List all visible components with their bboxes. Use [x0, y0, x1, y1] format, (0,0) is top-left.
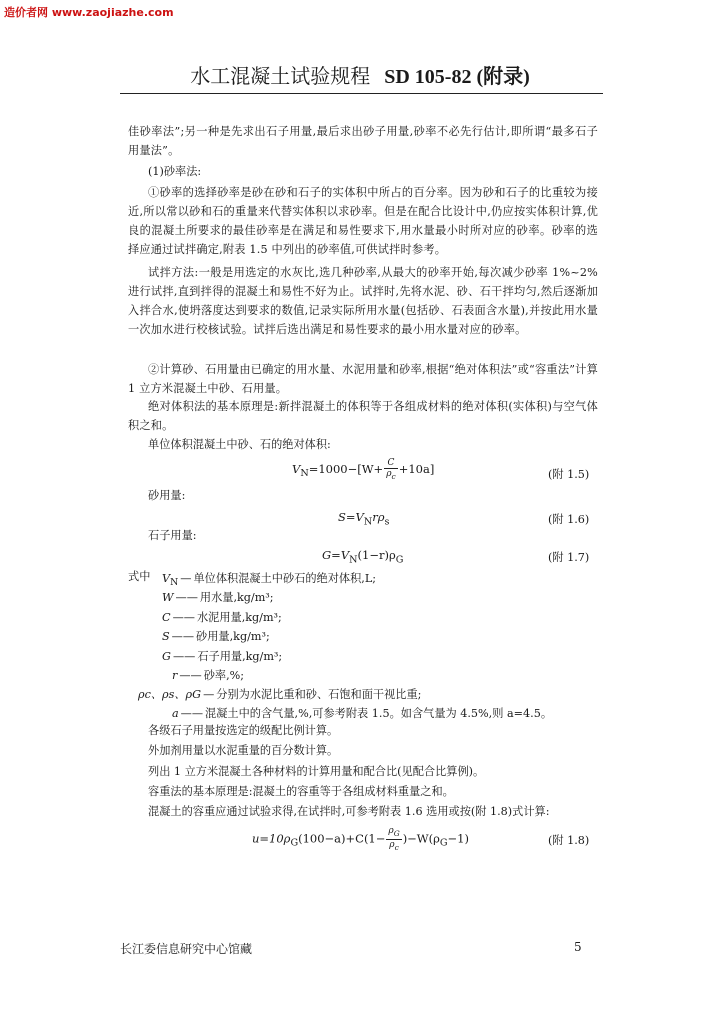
variable-symbol: a: [172, 707, 179, 720]
eq18-a: u=10ρ: [252, 831, 291, 846]
eq18-den-sub: c: [394, 842, 399, 852]
eq18-den-rho: ρ: [389, 839, 395, 850]
paragraph-1: 佳砂率法”;另一种是先求出石子用量,最后求出砂子用量,砂率不必先行估计,即所谓“最多石子用量法”。: [128, 125, 598, 157]
eq17-sub: N: [349, 554, 358, 566]
page-number: 5: [574, 940, 582, 954]
variable-symbol: S: [162, 630, 170, 643]
paragraph-5: ②计算砂、石用量由已确定的用水量、水泥用量和砂率,根据“绝对体积法”或“容重法”计算 1 立方米混凝土中砂、石用量。: [128, 363, 598, 395]
eq17-rest-sub: G: [395, 554, 404, 566]
eq16-text: S=V: [338, 510, 364, 524]
eq17-text: G=V: [322, 548, 350, 562]
variable-row: [138, 686, 421, 704]
eq15-sub: N: [300, 468, 309, 480]
variable-row: [172, 667, 244, 685]
variable-dash: ——: [180, 707, 204, 720]
paragraph-3: ①砂率的选择砂率是砂在砂和石子的实体积中所占的百分率。因为砂和石子的比重较为接近,所以常以砂和石的重量来代替实体积以求砂率。但是在配合比设计中,仍应按实体积计算,优良的混凝土所要求的最佳砂率是在满足和易性要求下,用水量最小时所对应的砂率。砂率的选择应通过试拌确定,附表 1.5 中列出的砂率值,可供试拌时参考。: [128, 186, 598, 256]
variable-row: [172, 705, 552, 723]
variable-symbol: W: [162, 591, 174, 604]
variable-dash: ——: [172, 650, 196, 663]
variable-dash: ——: [179, 669, 202, 682]
variable-description: 水泥用量,kg/m³;: [196, 611, 282, 624]
variable-dash: —: [180, 572, 192, 585]
eq18-b: (100−a)+C(1−: [298, 831, 386, 846]
site-label: 造价者网 www.zaojiazhe.com: [4, 6, 174, 19]
variable-symbol: r: [172, 669, 178, 682]
equation-1-6: [338, 510, 389, 527]
site-watermark-bar: [0, 0, 725, 20]
eq18-c: )−W(ρ: [402, 831, 440, 846]
where-label: 式中: [128, 570, 151, 583]
variable-dash: ——: [171, 630, 195, 643]
eq18-a-sub: G: [290, 837, 299, 849]
eq15-den-rho: ρ: [386, 469, 392, 479]
equation-1-5: [292, 458, 434, 482]
variable-description: 单位体积混凝土中砂石的绝对体积,L;: [193, 572, 377, 585]
eq15-num: C: [384, 458, 398, 469]
variable-symbol: G: [162, 650, 171, 663]
eq18-den: [386, 840, 401, 853]
equation-1-8: [252, 826, 469, 853]
eq16-sub: N: [363, 516, 373, 528]
variable-description: 砂率,%;: [203, 669, 245, 682]
eq16-rest-sub: s: [384, 516, 390, 528]
paragraph-10: 列出 1 立方米混凝土各种材料的计算用量和配合比(见配合比算例)。: [148, 765, 485, 778]
variable-symbol: C: [162, 611, 171, 624]
variable-description: 石子用量,kg/m³;: [197, 650, 283, 663]
paragraph-7: 单位体积混凝土中砂、石的绝对体积:: [148, 438, 331, 451]
variable-dash: ——: [175, 591, 198, 604]
eq18-fraction: [386, 826, 401, 853]
footer-archive-label: 长江委信息研究中心馆藏: [120, 942, 253, 956]
eq15-den: [384, 469, 398, 482]
variable-subscript: N: [170, 577, 179, 589]
paragraph-11: 容重法的基本原理是:混凝土的容重等于各组成材料重量之和。: [148, 785, 454, 798]
variable-description: 用水量,kg/m³;: [199, 591, 274, 604]
page-header: [120, 60, 600, 92]
equation-number-1-7: (附 1.7): [548, 551, 590, 564]
eq18-c-sub: G: [439, 837, 448, 849]
variable-description: 混凝土中的含气量,%,可参考附表 1.5。如含气量为 4.5%,则 a=4.5。: [205, 707, 553, 720]
variable-dash: —: [203, 688, 215, 701]
equation-1-7: [322, 548, 403, 565]
variable-row: [162, 609, 282, 627]
variable-row: [162, 589, 274, 607]
header-rule: [120, 93, 603, 94]
equation-number-1-8: (附 1.8): [548, 834, 590, 847]
stone-label: 石子用量:: [148, 529, 197, 542]
variable-row: [162, 628, 270, 646]
eq15-den-sub: c: [391, 471, 396, 481]
eq18-d: −1): [447, 831, 469, 846]
variable-description: 分别为水泥比重和砂、石饱和面干视比重;: [216, 688, 422, 701]
eq18-num: [386, 826, 401, 840]
variable-dash: ——: [172, 611, 195, 624]
eq15-lhs: V: [292, 461, 301, 476]
variable-symbol: ρc、ρs、ρG: [138, 688, 202, 701]
paragraph-2: (1)砂率法:: [148, 165, 202, 178]
paragraph-6: 绝对体积法的基本原理是:新拌混凝土的体积等于各组成材料的绝对体积(实体积)与空气体积之和。: [128, 400, 598, 432]
paragraph-12: 混凝土的容重应通过试验求得,在试拌时,可参考附表 1.6 选用或按(附 1.8)式计算:: [148, 805, 550, 818]
eq18-num-sub: G: [393, 828, 400, 838]
eq17-rest: (1−r)ρ: [357, 548, 396, 562]
eq15-fraction: [384, 458, 398, 482]
eq18-num-rho: ρ: [388, 826, 394, 836]
paragraph-8: 各级石子用量按选定的级配比例计算。: [148, 724, 339, 737]
variable-row: [162, 648, 282, 666]
equation-number-1-5: (附 1.5): [548, 468, 590, 481]
header-title: 水工混凝土试验规程: [190, 64, 371, 88]
eq16-rest: rρ: [372, 510, 385, 524]
eq15-rhs1: =1000−[W+: [308, 461, 384, 476]
sand-label: 砂用量:: [148, 489, 186, 502]
variable-description: 砂用量,kg/m³;: [196, 630, 270, 643]
eq15-rhs2: +10a]: [398, 461, 435, 476]
equation-number-1-6: (附 1.6): [548, 513, 590, 526]
paragraph-4: 试拌方法:一般是用选定的水灰比,选几种砂率,从最大的砂率开始,每次减少砂率 1%~2%进行试拌,直到拌得的混凝土和易性不好为止。试拌时,先将水泥、砂、石干拌均匀,然后逐渐加入拌合水,使坍落度达到要求的数值,记录实际所用水量(包括砂、石表面含水量),并按此用水量一次加水进行校核试验。试拌后选出满足和易性要求的最小用水量对应的砂率。: [128, 266, 598, 336]
header-code: SD 105-82 (附录): [384, 66, 530, 88]
paragraph-9: 外加剂用量以水泥重量的百分数计算。: [148, 744, 339, 757]
variable-symbol: V: [162, 572, 171, 585]
